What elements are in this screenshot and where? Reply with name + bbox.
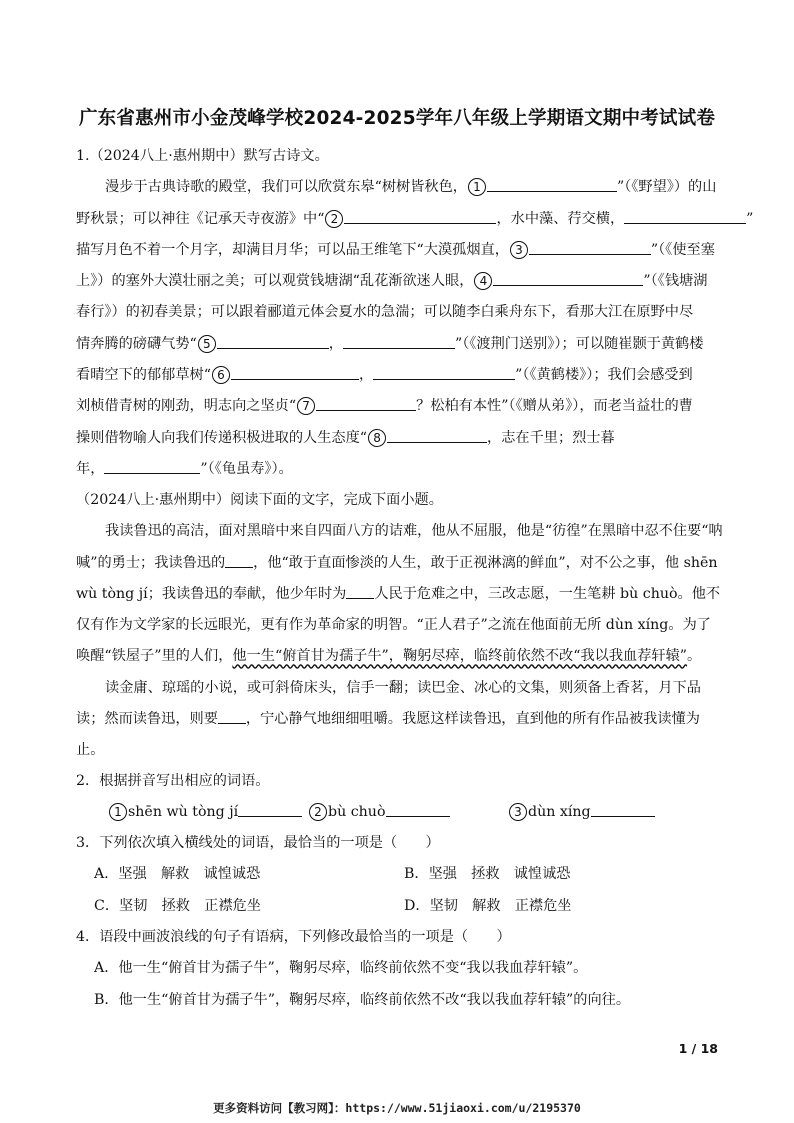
question-4 <box>76 922 720 1016</box>
answer-blank-1[interactable] <box>487 176 617 192</box>
q3-options-row-2 <box>76 891 720 922</box>
question-4-stem: 4．语段中画波浪线的句子有语病，下列修改最恰当的一项是（ ） <box>76 929 511 945</box>
answer-blank-4[interactable] <box>493 270 643 286</box>
blank-number-1: 1 <box>468 178 486 196</box>
passage-line-3: wù tòng jí；我读鲁迅的奉献，他少年时为 人民于危难之中，三改志愿，一生笔耕 bù chuò。他不 <box>76 579 720 610</box>
answer-blank-2b[interactable] <box>624 208 746 224</box>
q3-option-a[interactable]: A．坚强 解救 诚惶诚恐 <box>94 866 261 883</box>
answer-blank-3[interactable] <box>529 239 651 255</box>
q2-blank-2[interactable] <box>386 801 450 817</box>
q1-line-9: 操则借物喻人向我们传递积极进取的人生态度“ 8 ，志在千里；烈士暮 <box>76 423 720 454</box>
q1-line-3: 描写月色不着一个月字，却满目月华；可以品王维笔下“大漠孤烟直， 3 ”（《使至塞 <box>76 235 720 266</box>
q2-item-1: 1 shēn wù tòng jí <box>108 797 308 828</box>
answer-blank-5[interactable] <box>217 333 329 349</box>
passage-intro: （2024八上·惠州期中）阅读下面的文字，完成下面小题。 <box>76 492 443 508</box>
answer-blank-6b[interactable] <box>373 364 515 380</box>
answer-blank-8[interactable] <box>387 427 487 443</box>
answer-blank-6[interactable] <box>231 364 359 380</box>
passage-line-7: 读；然而读鲁迅，则要 ，宁心静气地细细咀嚼。我愿这样读鲁迅，直到他的所有作品被我读懂为 <box>76 704 720 735</box>
q1-line-10: 年， ”（《龟虽寿》）。 <box>76 454 720 485</box>
q3-option-c[interactable]: C．坚韧 拯救 正襟危坐 <box>94 897 261 914</box>
blank-number-7: 7 <box>297 397 315 415</box>
q4-option-a[interactable]: A．他一生“俯首甘为孺子牛”，鞠躬尽瘁，临终前依然不变“我以我血荐轩辕”。 <box>94 960 588 977</box>
q3-option-b[interactable]: B．坚强 拯救 诚惶诚恐 <box>404 866 571 883</box>
blank-number-8: 8 <box>368 429 386 447</box>
answer-blank-2[interactable] <box>344 208 496 224</box>
q3-options-row-1 <box>76 859 720 890</box>
blank-number-4: 4 <box>474 272 492 290</box>
q1-line-2: 野秋景；可以神往《记承天寺夜游》中“ 2 ，水中藻、荇交横， ” <box>76 204 720 235</box>
q1-line-7: 看晴空下的郁郁草树“ 6 ， ”（《黄鹤楼》）；我们会感受到 <box>76 360 720 391</box>
page-title: 广东省惠州市小金茂峰学校2024-2025学年八年级上学期语文期中考试试卷 <box>78 108 716 129</box>
q4-option-b[interactable]: B．他一生“俯首甘为孺子牛”，鞠躬尽瘁，临终前依然不改“我以我血荐轩辕”的向往。 <box>94 991 631 1008</box>
question-3-stem: 3．下列依次填入横线处的词语，最恰当的一项是（ ） <box>76 835 440 851</box>
q1-line-6: 情奔腾的磅礴气势“ 5 ， ”（《渡荆门送别》）；可以随崔颢于黄鹤楼 <box>76 329 720 360</box>
answer-blank-7[interactable] <box>316 395 416 411</box>
footer-link[interactable]: 更多资料访问【教习网】：https://www.51jiaoxi.com/u/2195370 <box>213 1101 581 1115</box>
q1-line-8: 刘桢借青树的刚劲，明志向之坚贞“ 7 ？松柏有本性”（《赠从弟》），而老当益壮的曹 <box>76 391 720 422</box>
passage-line-5: 唤醒“铁屋子”里的人们，他一生“俯首甘为孺子牛”，鞠躬尽瘁，临终前依然不改“我以我血荐轩辕”。 <box>76 648 702 665</box>
passage-line-6: 读金庸、琼瑶的小说，或可斜倚床头，信手一翻；读巴金、冰心的文集，则须备上香茗，月下品 <box>105 679 701 696</box>
question-3 <box>76 828 720 922</box>
q2-blank-1[interactable] <box>238 801 302 817</box>
blank-number-6: 6 <box>212 366 230 384</box>
q3-option-d[interactable]: D．坚韧 解救 正襟危坐 <box>404 897 572 914</box>
question-2 <box>76 766 720 829</box>
passage-blank-2[interactable] <box>346 583 374 599</box>
passage-line-4: 仅有作为文学家的长远眼光，更有作为革命家的明智。“正人君子”之流在他面前无所 dùn xíng。为了 <box>76 617 711 634</box>
q1-line-5: 春行》）的初春美景；可以跟着郦道元体会夏水的急湍；可以随李白乘舟东下，看那大江在原野中尽 <box>76 304 694 321</box>
answer-blank-9[interactable] <box>104 458 200 474</box>
question-1-stem: 1.（2024八上·惠州期中）默写古诗文。 <box>76 148 329 164</box>
q1-line-4: 上》）的塞外大漠壮丽之美；可以观赏钱塘湖“乱花渐欲迷人眼， 4 ”（《钱塘湖 <box>76 266 720 297</box>
q2-item-3: 3 dùn xíng <box>508 797 655 828</box>
passage-line-1: 我读鲁迅的高洁，面对黑暗中来自四面八方的诘难，他从不屈服，他是“彷徨”在黑暗中忍不住要“呐 <box>105 523 723 540</box>
q2-item-2: 2 bù chuò <box>308 797 508 828</box>
blank-number-2: 2 <box>325 210 343 228</box>
question-2-stem: 2．根据拼音写出相应的词语。 <box>76 773 270 789</box>
reading-passage <box>76 485 723 767</box>
blank-number-5: 5 <box>198 335 216 353</box>
passage-blank-3[interactable] <box>218 708 246 724</box>
page-number: 1 / 18 <box>678 1041 718 1056</box>
passage-line-2: 喊”的勇士；我读鲁迅的 ，他“敢于直面惨淡的人生，敢于正视淋漓的鲜血”，对不公之事，他 shēn <box>76 548 720 579</box>
answer-blank-5b[interactable] <box>343 333 455 349</box>
passage-blank-1[interactable] <box>225 552 253 568</box>
question-1 <box>76 141 754 485</box>
question-2-items <box>76 797 720 828</box>
wavy-underlined-sentence: 他一生“俯首甘为孺子牛”，鞠躬尽瘁，临终前依然不改“我以我血荐轩辕” <box>232 648 688 665</box>
passage-line-8: 止。 <box>76 742 105 759</box>
q1-line-1: 漫步于古典诗歌的殿堂，我们可以欣赏东皋“树树皆秋色， 1 ”（《野望》）的山 <box>76 172 720 203</box>
blank-number-3: 3 <box>510 241 528 259</box>
q2-blank-3[interactable] <box>591 801 655 817</box>
